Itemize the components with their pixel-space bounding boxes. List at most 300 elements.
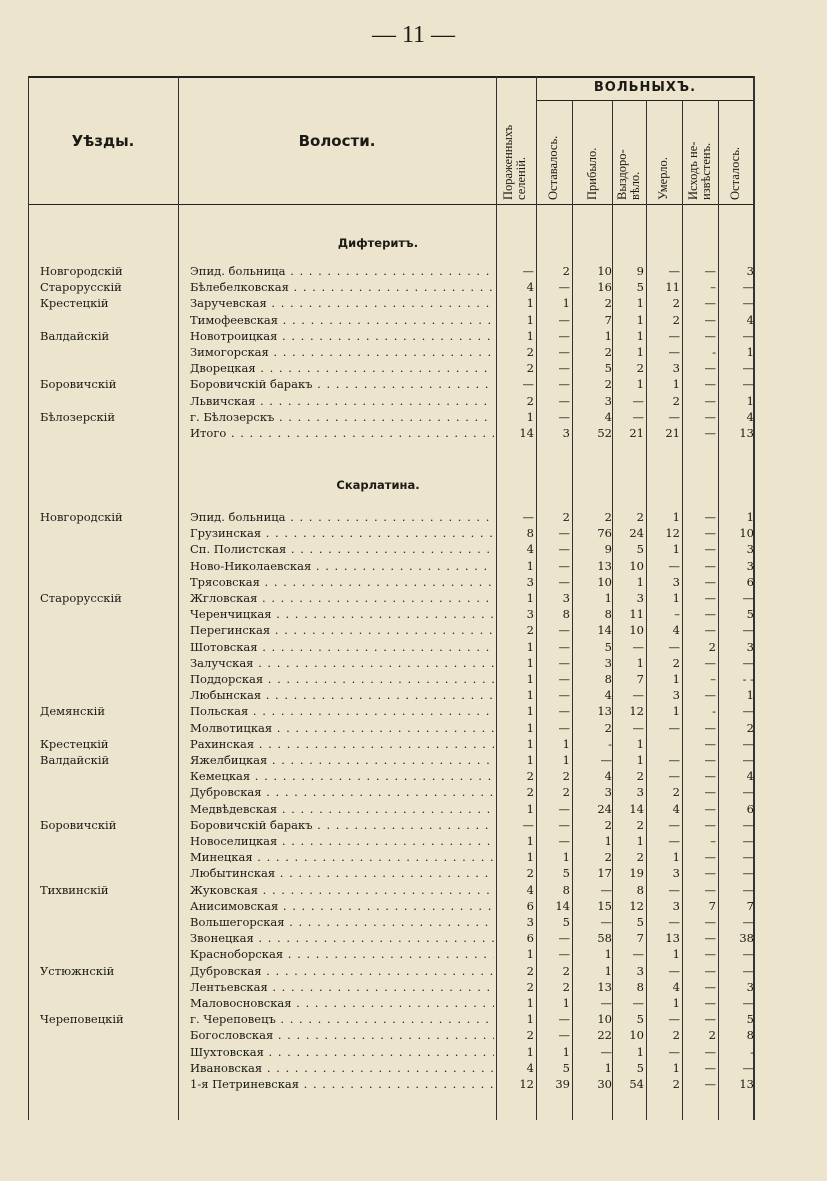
volost-cell: Шотовская . . .: [190, 639, 494, 655]
value-cell: —: [742, 882, 754, 897]
value-cell: 2: [562, 963, 570, 978]
volost-cell: Маловосновская . . .: [190, 995, 494, 1011]
value-cell: 4: [672, 623, 680, 638]
value-cell: 3: [672, 866, 680, 881]
value-cell: 1: [746, 688, 754, 703]
value-cell: —: [704, 1077, 716, 1091]
value-cell: 1: [604, 963, 612, 978]
value-cell: —: [600, 753, 612, 767]
value-cell: 1: [526, 639, 534, 654]
value-cell: 3: [746, 264, 754, 278]
value-cell: —: [522, 817, 534, 832]
value-cell: 1: [526, 834, 534, 848]
value-cell: 3: [746, 542, 754, 557]
table-row: [28, 898, 754, 914]
value-cell: —: [558, 542, 570, 557]
value-cell: —: [668, 409, 680, 424]
value-cell: —: [704, 393, 716, 408]
value-cell: 1: [562, 753, 570, 767]
table-row: [28, 574, 754, 590]
value-cell: —: [742, 280, 754, 295]
value-cell: 13: [597, 704, 612, 719]
value-cell: —: [704, 866, 716, 881]
value-cell: 5: [604, 639, 612, 654]
value-cell: 6: [526, 898, 534, 913]
uezd-cell: Череповецкій: [40, 1012, 124, 1027]
value-cell: 2: [636, 850, 644, 865]
value-cell: —: [704, 377, 716, 392]
value-cell: —: [632, 688, 644, 703]
value-cell: —: [704, 591, 716, 605]
value-cell: 1: [636, 312, 644, 327]
value-cell: 1: [526, 996, 534, 1010]
volost-cell: Львичская . . .: [190, 393, 494, 409]
value-cell: —: [704, 558, 716, 573]
value-cell: —: [558, 704, 570, 719]
value-cell: 24: [629, 526, 644, 541]
header-volost: Волости.: [298, 132, 376, 150]
value-cell: 1: [526, 296, 534, 311]
value-cell: 4: [526, 882, 534, 897]
volost-cell: г. Череповецъ . . .: [190, 1011, 494, 1027]
volost-cell: Красноборская . . .: [190, 946, 494, 962]
value-cell: 17: [597, 866, 612, 881]
volost-cell: Итого . . .: [190, 425, 494, 441]
value-cell: 7: [708, 898, 716, 913]
value-cell: 1: [746, 393, 754, 408]
value-cell: 15: [597, 898, 612, 913]
value-cell: 3: [672, 688, 680, 703]
value-cell: 8: [746, 1028, 754, 1043]
value-cell: —: [704, 409, 716, 424]
value-cell: 19: [629, 866, 644, 881]
value-cell: 1: [526, 850, 534, 865]
value-cell: —: [668, 882, 680, 897]
table-row: [28, 509, 754, 525]
value-cell: 2: [526, 393, 534, 408]
table-row: [28, 1027, 754, 1043]
value-cell: —: [704, 963, 716, 978]
table-row: [28, 946, 754, 962]
uezd-cell: Валдайскій: [40, 328, 110, 343]
value-cell: 4: [604, 769, 612, 784]
value-cell: 8: [636, 979, 644, 994]
table-top-border: [28, 76, 754, 78]
value-cell: —: [742, 866, 754, 881]
volost-cell: Лентьевская . . .: [190, 979, 494, 995]
table-row: [28, 882, 754, 898]
value-cell: —: [632, 639, 644, 654]
value-cell: 8: [604, 672, 612, 686]
value-cell: 8: [526, 526, 534, 541]
value-cell: —: [704, 688, 716, 703]
value-cell: 5: [636, 542, 644, 557]
header-group-free: ВОЛЬНЫХЪ.: [593, 80, 697, 95]
value-cell: 1: [526, 1044, 534, 1059]
value-cell: 1: [636, 345, 644, 359]
table-row: [28, 541, 754, 557]
table-row: [28, 979, 754, 995]
value-cell: 5: [562, 866, 570, 881]
value-cell: —: [668, 264, 680, 278]
value-cell: 3: [604, 785, 612, 800]
value-cell: 3: [526, 607, 534, 622]
volost-cell: Жгловская . . .: [190, 590, 494, 606]
value-cell: -: [712, 345, 716, 359]
value-cell: 14: [629, 801, 644, 816]
value-cell: —: [704, 542, 716, 557]
uezd-cell: Устюжнскій: [40, 963, 115, 978]
value-cell: 8: [562, 607, 570, 622]
volost-cell: Любытинская . . .: [190, 865, 494, 881]
value-cell: 12: [519, 1077, 534, 1091]
uezd-cell: Тихвинскій: [40, 882, 109, 897]
uezd-cell: Крестецкій: [40, 296, 109, 311]
value-cell: —: [704, 979, 716, 994]
value-cell: —: [632, 996, 644, 1010]
value-cell: 4: [526, 542, 534, 557]
value-cell: 10: [739, 526, 754, 541]
volost-cell: Зимогорская . . .: [190, 344, 494, 360]
value-cell: —: [704, 1012, 716, 1027]
group-underline: [536, 100, 754, 101]
value-cell: 2: [604, 850, 612, 865]
volost-cell: Дубровская . . .: [190, 963, 494, 979]
table-row: [28, 1076, 754, 1092]
value-cell: —: [742, 996, 754, 1010]
value-cell: 5: [636, 1060, 644, 1075]
table-row: [28, 784, 754, 800]
value-cell: 2: [562, 510, 570, 524]
value-cell: —: [632, 720, 644, 735]
value-cell: 13: [739, 1077, 754, 1091]
value-cell: 1: [562, 996, 570, 1010]
value-cell: 7: [636, 931, 644, 946]
header-arrived: Прибыло.: [585, 147, 599, 200]
value-cell: 14: [597, 623, 612, 638]
value-cell: —: [704, 296, 716, 311]
table-row: [28, 328, 754, 344]
volost-cell: Перегинская . . .: [190, 622, 494, 638]
value-cell: —: [704, 361, 716, 376]
value-cell: —: [668, 720, 680, 735]
value-cell: —: [742, 1060, 754, 1075]
value-cell: —: [558, 672, 570, 686]
value-cell: 4: [746, 769, 754, 784]
value-cell: 4: [526, 1060, 534, 1075]
value-cell: —: [558, 345, 570, 359]
value-cell: 1: [746, 510, 754, 524]
value-cell: 54: [629, 1077, 644, 1091]
volost-cell: Богословская . . .: [190, 1027, 494, 1043]
value-cell: 1: [636, 574, 644, 589]
value-cell: 8: [604, 607, 612, 622]
volost-cell: Грузинская . . .: [190, 525, 494, 541]
value-cell: 10: [597, 574, 612, 589]
header-uezd: Уѣзды.: [71, 132, 135, 150]
value-cell: 6: [526, 931, 534, 946]
value-cell: —: [600, 996, 612, 1010]
value-cell: 21: [629, 426, 644, 440]
value-cell: —: [558, 409, 570, 424]
value-cell: —: [632, 947, 644, 962]
volost-cell: Трясовская . . .: [190, 574, 494, 590]
volost-cell: Дубровская . . .: [190, 784, 494, 800]
value-cell: 3: [672, 898, 680, 913]
value-cell: 1: [526, 801, 534, 816]
value-cell: 10: [629, 623, 644, 638]
value-cell: —: [558, 655, 570, 670]
value-cell: 1: [672, 542, 680, 557]
value-cell: 1: [636, 834, 644, 848]
value-cell: 3: [636, 591, 644, 605]
value-cell: 10: [629, 1028, 644, 1043]
value-cell: 3: [562, 591, 570, 605]
value-cell: 1: [672, 591, 680, 605]
value-cell: 1: [672, 947, 680, 962]
value-cell: 6: [746, 574, 754, 589]
value-cell: 13: [739, 426, 754, 440]
volost-cell: Новоселицкая . . .: [190, 833, 494, 849]
value-cell: 14: [555, 898, 570, 913]
value-cell: 1: [526, 736, 534, 751]
value-cell: -: [608, 736, 612, 751]
table-row: [28, 639, 754, 655]
value-cell: —: [668, 345, 680, 359]
value-cell: 1: [672, 377, 680, 392]
value-cell: 1: [746, 345, 754, 359]
value-cell: 2: [672, 393, 680, 408]
value-cell: 12: [629, 898, 644, 913]
value-cell: —: [704, 264, 716, 278]
value-cell: 2: [746, 720, 754, 735]
value-cell: —: [742, 834, 754, 848]
value-cell: —: [742, 963, 754, 978]
value-cell: 1: [604, 591, 612, 605]
value-cell: 4: [746, 409, 754, 424]
value-cell: —: [600, 1044, 612, 1059]
header-remained: Оставалось.: [546, 135, 560, 200]
value-cell: 7: [746, 898, 754, 913]
volost-cell: 1-я Петриневская . . .: [190, 1076, 494, 1092]
value-cell: 9: [604, 542, 612, 557]
table-row: [28, 865, 754, 881]
value-cell: —: [558, 312, 570, 327]
value-cell: 1: [526, 720, 534, 735]
value-cell: —: [704, 850, 716, 865]
value-cell: —: [558, 834, 570, 848]
value-cell: 3: [636, 785, 644, 800]
value-cell: —: [668, 963, 680, 978]
value-cell: —: [668, 769, 680, 784]
value-cell: —: [704, 1044, 716, 1059]
value-cell: —: [558, 1012, 570, 1027]
value-cell: —: [742, 915, 754, 929]
value-cell: 1: [526, 312, 534, 327]
value-cell: 4: [526, 280, 534, 295]
value-cell: 3: [746, 639, 754, 654]
value-cell: 1: [672, 672, 680, 686]
value-cell: —: [558, 1028, 570, 1043]
uezd-cell: Крестецкій: [40, 736, 109, 751]
value-cell: 52: [597, 426, 612, 440]
table-row: [28, 590, 754, 606]
value-cell: –: [710, 672, 716, 686]
value-cell: 16: [597, 280, 612, 295]
value-cell: —: [742, 785, 754, 800]
value-cell: 2: [708, 639, 716, 654]
value-cell: 11: [629, 607, 644, 622]
volost-cell: Черенчицкая . . .: [190, 606, 494, 622]
value-cell: 10: [597, 264, 612, 278]
value-cell: - -: [742, 672, 754, 686]
uezd-cell: Новгородскій: [40, 510, 123, 524]
value-cell: —: [558, 688, 570, 703]
value-cell: 1: [672, 510, 680, 524]
value-cell: 2: [672, 296, 680, 311]
value-cell: —: [704, 1060, 716, 1075]
value-cell: 5: [746, 1012, 754, 1027]
volost-cell: Боровичскій баракъ . . .: [190, 376, 494, 392]
value-cell: 1: [562, 1044, 570, 1059]
table-row: [28, 425, 754, 441]
value-cell: —: [522, 510, 534, 524]
value-cell: —: [704, 931, 716, 946]
value-cell: 2: [562, 979, 570, 994]
value-cell: 2: [636, 510, 644, 524]
table-row: [28, 768, 754, 784]
value-cell: —: [558, 574, 570, 589]
value-cell: —: [704, 736, 716, 751]
value-cell: 14: [519, 426, 534, 440]
value-cell: 3: [636, 963, 644, 978]
volost-cell: Звонецкая . . .: [190, 930, 494, 946]
value-cell: 1: [562, 736, 570, 751]
value-cell: —: [704, 312, 716, 327]
value-cell: 5: [636, 915, 644, 929]
value-cell: 3: [672, 361, 680, 376]
value-cell: —: [704, 607, 716, 622]
value-cell: —: [558, 393, 570, 408]
value-cell: 2: [526, 345, 534, 359]
table-row: [28, 720, 754, 736]
value-cell: 2: [526, 361, 534, 376]
value-cell: 3: [526, 574, 534, 589]
value-cell: —: [704, 655, 716, 670]
volost-cell: Ивановская . . .: [190, 1060, 494, 1076]
value-cell: 7: [604, 312, 612, 327]
value-cell: 3: [672, 574, 680, 589]
value-cell: —: [704, 623, 716, 638]
value-cell: 11: [665, 280, 680, 295]
value-cell: —: [600, 882, 612, 897]
value-cell: —: [704, 510, 716, 524]
volost-cell: Поддорская . . .: [190, 671, 494, 687]
value-cell: 13: [597, 558, 612, 573]
page-number: — 11 —: [371, 22, 456, 48]
value-cell: —: [558, 817, 570, 832]
value-cell: 1: [636, 328, 644, 343]
value-cell: 3: [562, 426, 570, 440]
value-cell: 2: [562, 264, 570, 278]
value-cell: —: [704, 753, 716, 767]
value-cell: 1: [672, 1060, 680, 1075]
table-row: [28, 1011, 754, 1027]
table-row: [28, 312, 754, 328]
value-cell: 1: [672, 704, 680, 719]
table-row: [28, 671, 754, 687]
volost-cell: Эпид. больница . . .: [190, 509, 494, 525]
value-cell: 1: [604, 328, 612, 343]
value-cell: —: [558, 931, 570, 946]
volost-cell: Минецкая . . .: [190, 849, 494, 865]
value-cell: 7: [636, 672, 644, 686]
volost-cell: Яжелбицкая . . .: [190, 752, 494, 768]
value-cell: 1: [526, 672, 534, 686]
value-cell: —: [668, 328, 680, 343]
table-row: [28, 817, 754, 833]
value-cell: 12: [629, 704, 644, 719]
header-recovered: Выздоро- вѣло.: [615, 149, 642, 200]
value-cell: 1: [636, 736, 644, 751]
value-cell: —: [558, 623, 570, 638]
value-cell: —: [742, 817, 754, 832]
value-cell: —: [668, 834, 680, 848]
statistics-table: [28, 76, 754, 1120]
table-row: [28, 558, 754, 574]
uezd-cell: Старорусскій: [40, 591, 122, 605]
value-cell: -: [712, 704, 716, 719]
value-cell: —: [704, 817, 716, 832]
table-row: [28, 409, 754, 425]
table-row: [28, 914, 754, 930]
value-cell: 1: [526, 753, 534, 767]
table-row: [28, 525, 754, 541]
value-cell: 1: [526, 704, 534, 719]
value-cell: 4: [604, 409, 612, 424]
value-cell: —: [558, 377, 570, 392]
value-cell: 12: [665, 526, 680, 541]
value-cell: 1: [604, 947, 612, 962]
value-cell: —: [704, 328, 716, 343]
table-row: [28, 801, 754, 817]
value-cell: —: [558, 361, 570, 376]
value-cell: —: [742, 361, 754, 376]
value-cell: 8: [562, 882, 570, 897]
value-cell: 2: [604, 296, 612, 311]
value-cell: 2: [672, 655, 680, 670]
value-cell: 3: [746, 979, 754, 994]
uezd-cell: Новгородскій: [40, 264, 123, 278]
value-cell: 2: [672, 312, 680, 327]
value-cell: 1: [526, 328, 534, 343]
header-unknown: Исходъ не- извѣстенъ.: [686, 141, 713, 200]
value-cell: 3: [604, 393, 612, 408]
value-cell: —: [668, 1012, 680, 1027]
value-cell: —: [522, 264, 534, 278]
value-cell: —: [742, 736, 754, 751]
value-cell: —: [742, 753, 754, 767]
value-cell: —: [742, 850, 754, 865]
value-cell: —: [558, 526, 570, 541]
value-cell: —: [668, 753, 680, 767]
value-cell: —: [704, 720, 716, 735]
volost-cell: Анисимовская . . .: [190, 898, 494, 914]
value-cell: 9: [636, 264, 644, 278]
value-cell: 5: [562, 1060, 570, 1075]
value-cell: 1: [672, 850, 680, 865]
value-cell: —: [668, 558, 680, 573]
